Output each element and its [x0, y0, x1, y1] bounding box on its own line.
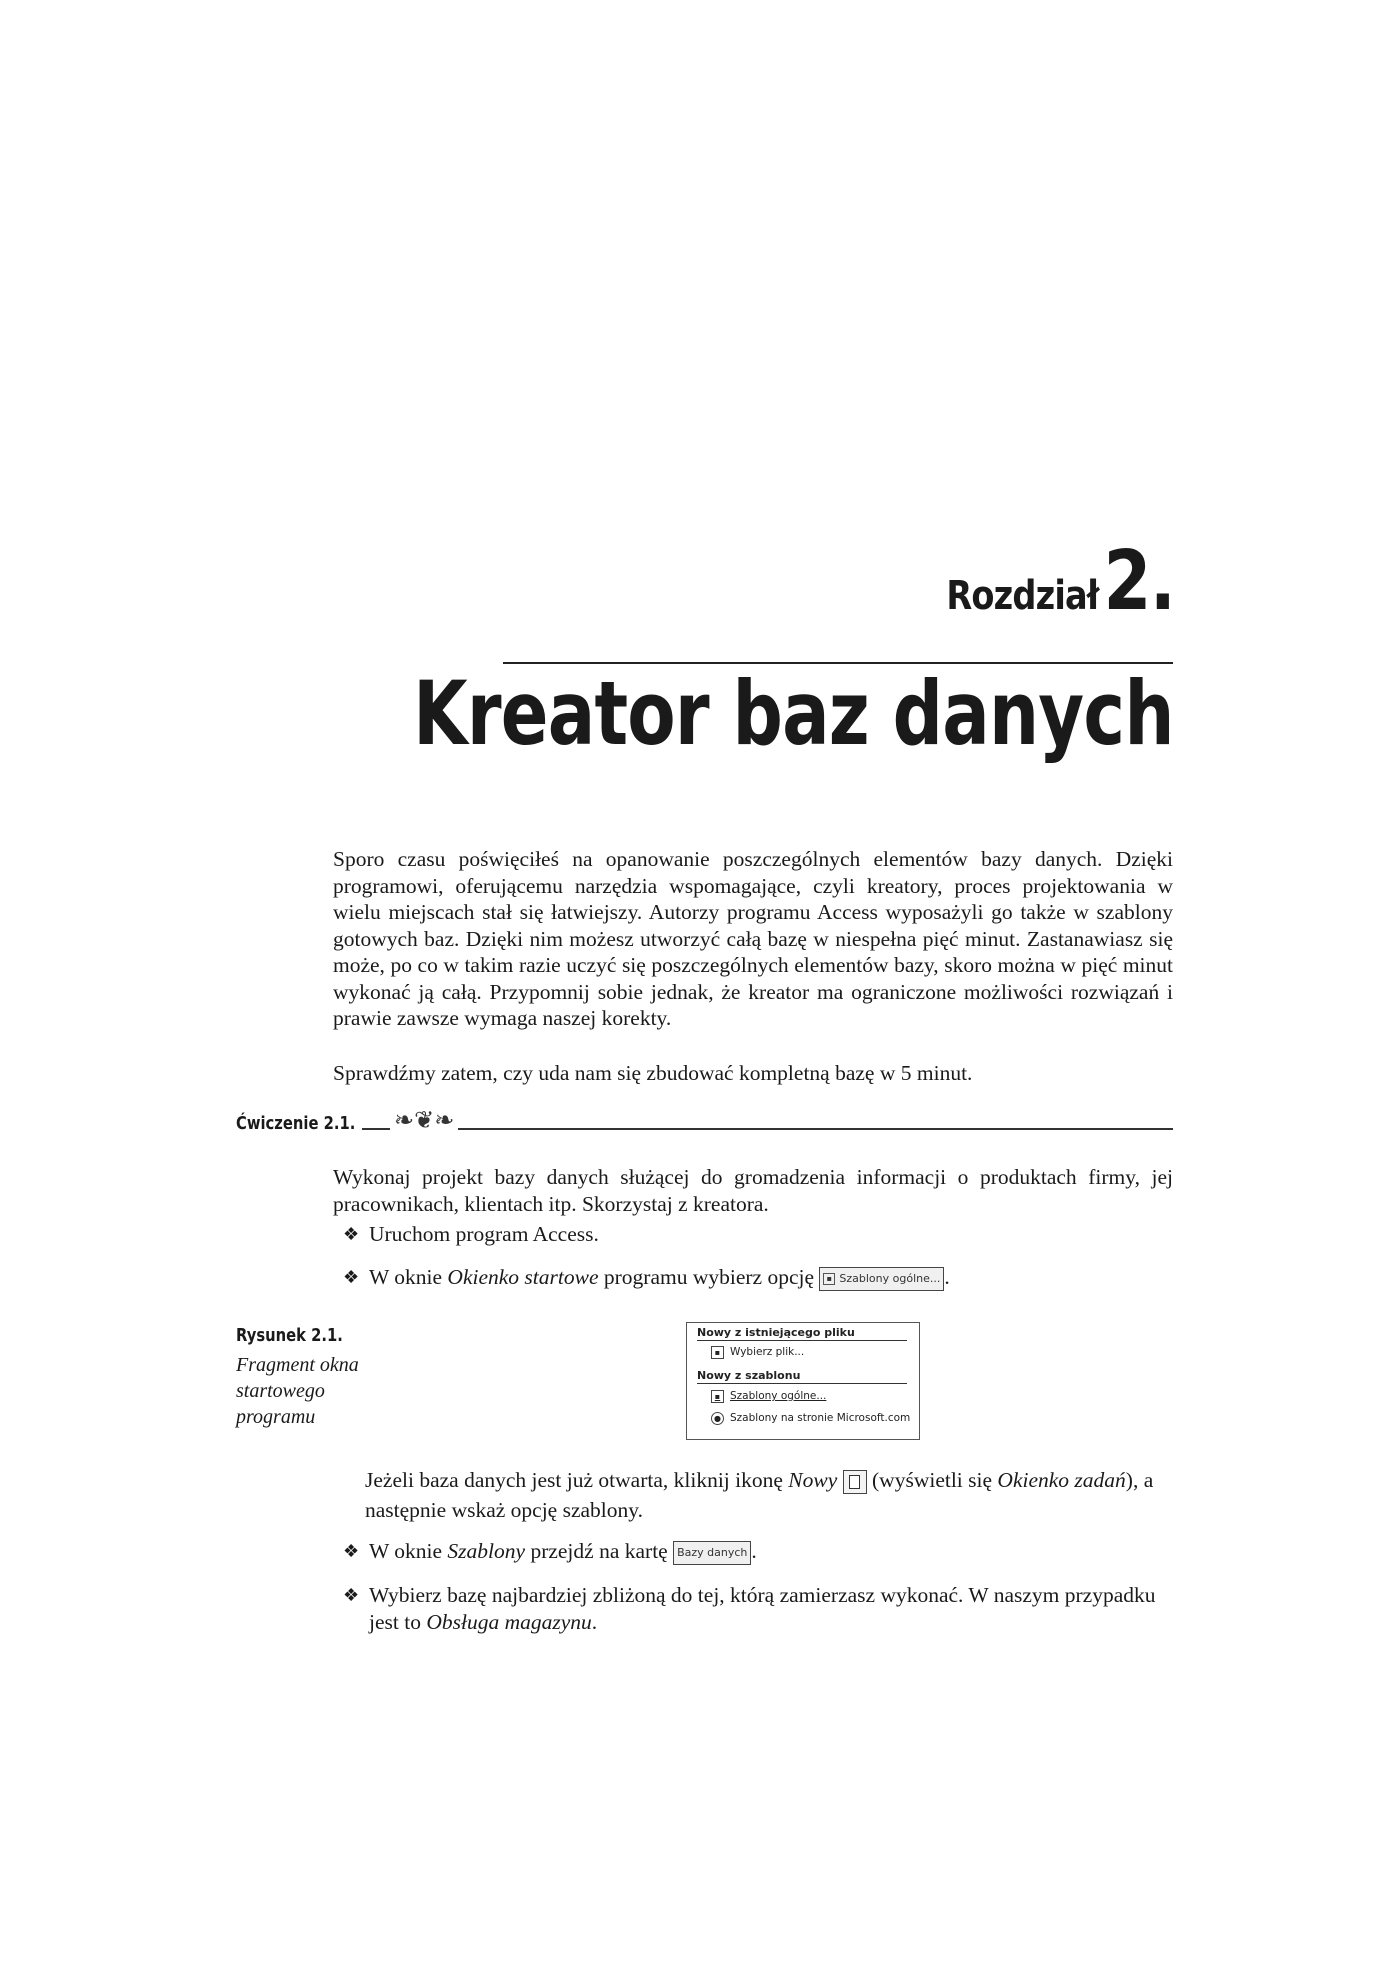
new-document-icon	[843, 1470, 867, 1494]
step-3-text	[369, 1538, 1173, 1565]
exercise-rule	[362, 1128, 1173, 1130]
intro-paragraph-2: Sprawdźmy zatem, czy uda nam się zbudować kompletną bazę w 5 minut.	[333, 1061, 973, 1085]
chapter-label: Rozdział	[946, 573, 1099, 619]
note-paragraph	[365, 1465, 1173, 1525]
bullet-icon: ❖	[343, 1585, 360, 1605]
step-2	[343, 1264, 1173, 1291]
step-3-pre: W oknie	[369, 1539, 448, 1563]
panel-item-web-templates	[711, 1411, 910, 1425]
bazy-danych-tab-chip-label: Bazy danych	[677, 1545, 748, 1559]
step-4-end: .	[591, 1609, 598, 1634]
step-3-emphasis: Szablony	[447, 1539, 526, 1563]
template-icon: ▪	[823, 1273, 835, 1285]
exercise-ornament-icon: ❧❦❧	[390, 1109, 458, 1133]
step-2-end: .	[944, 1265, 950, 1289]
globe-icon: ●	[711, 1412, 724, 1425]
panel-item-choose-file-label: Wybierz plik...	[730, 1346, 805, 1358]
note-mid: (wyświetli się	[866, 1468, 998, 1492]
template-icon: ▪	[711, 1390, 724, 1403]
chapter-heading	[946, 534, 1174, 629]
figure-caption: Fragment okna startowego programu	[236, 1354, 359, 1428]
panel-item-general-templates	[711, 1389, 826, 1403]
bullet-icon: ❖	[343, 1224, 360, 1244]
note-post: ), a następnie wskaż opcję szablony.	[365, 1468, 1154, 1522]
step-4-pre: Wybierz bazę najbardziej zbliżoną do tej, którą zamierzasz wykonać. W naszym przypadku jest to	[369, 1583, 1156, 1634]
chapter-number: 2.	[1103, 534, 1174, 629]
szablony-ogolne-chip	[819, 1267, 944, 1291]
szablony-ogolne-chip-label: Szablony ogólne...	[839, 1271, 941, 1285]
exercise-label: Ćwiczenie 2.1.	[236, 1113, 356, 1134]
note-pre: Jeżeli baza danych jest już otwarta, kliknij ikonę	[365, 1468, 789, 1492]
step-2-emphasis: Okienko startowe	[447, 1265, 599, 1289]
step-3-end: .	[751, 1539, 757, 1563]
step-4	[343, 1582, 1173, 1635]
bazy-danych-tab-chip	[673, 1541, 751, 1565]
step-2-text	[369, 1264, 1173, 1291]
step-1	[343, 1221, 1173, 1248]
intro-paragraph: Sporo czasu poświęciłeś na opanowanie poszczególnych elementów bazy danych. Dzięki programowi, oferującemu narzędzia wspomagające, czyli kreatory, proces projektowania w wielu miejscach stał się łatwiejszy. Autorzy programu Access wyposażyli go także w szablony gotowych baz. Dzięki nim możesz utworzyć całą bazę w niespełna pięć minut. Zastanawiasz się może, po co w takim razie uczyć się poszczególnych elementów bazy, skoro można w pięć minut wykonać ją całą. Przypomnij sobie jednak, że kreator ma ograniczone możliwości rozwiązań i prawie zawsze wymaga naszej korekty.	[333, 847, 1173, 1030]
panel-header-existing: Nowy z istniejącego pliku	[697, 1326, 907, 1341]
bullet-icon: ❖	[343, 1541, 360, 1561]
step-4-text	[369, 1582, 1173, 1635]
step-2-post: programu wybierz opcję	[598, 1265, 820, 1289]
figure-label: Rysunek 2.1.	[236, 1325, 343, 1346]
step-2-pre: W oknie	[369, 1265, 448, 1289]
file-icon: ▪	[711, 1346, 724, 1359]
step-1-text: Uruchom program Access.	[369, 1222, 599, 1246]
panel-header-template: Nowy z szablonu	[697, 1369, 907, 1384]
startup-pane-figure	[686, 1322, 920, 1440]
step-3	[343, 1538, 1173, 1565]
chapter-title: Kreator baz danych	[413, 662, 1174, 765]
note-emphasis-nowy: Nowy	[788, 1468, 838, 1492]
note-emphasis-okienko: Okienko zadań	[997, 1468, 1126, 1492]
step-3-post: przejdź na kartę	[525, 1539, 674, 1563]
panel-item-general-templates-label: Szablony ogólne...	[730, 1390, 827, 1402]
exercise-task: Wykonaj projekt bazy danych służącej do gromadzenia informacji o produktach firmy, jej pracownikach, klientach itp. Skorzystaj z kreatora.	[333, 1165, 1173, 1216]
panel-item-web-templates-label: Szablony na stronie Microsoft.com	[730, 1412, 911, 1424]
bullet-icon: ❖	[343, 1267, 360, 1287]
panel-item-choose-file	[711, 1345, 804, 1359]
step-4-emphasis: Obsługa magazynu	[426, 1609, 592, 1634]
